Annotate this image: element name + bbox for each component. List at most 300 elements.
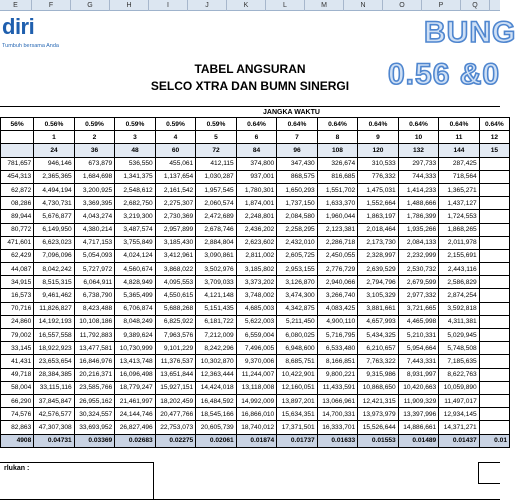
installment-cell[interactable]: 1,786,399 bbox=[398, 210, 439, 223]
installment-cell[interactable]: 11,497,017 bbox=[439, 394, 480, 407]
installment-cell[interactable]: 3,709,033 bbox=[196, 276, 237, 289]
installment-cell[interactable]: 7,185,635 bbox=[439, 355, 480, 368]
installment-cell[interactable]: 1,737,150 bbox=[277, 197, 318, 210]
installment-cell[interactable]: 70,716 bbox=[1, 302, 34, 315]
installment-cell[interactable]: 6,706,874 bbox=[115, 302, 156, 315]
installment-cell[interactable]: 82,863 bbox=[1, 421, 34, 434]
installment-cell[interactable]: 2,173,730 bbox=[358, 236, 399, 249]
installment-cell[interactable]: 24,144,746 bbox=[115, 408, 156, 421]
installment-cell[interactable]: 2,436,202 bbox=[236, 223, 277, 236]
installment-cell[interactable]: 13,118,008 bbox=[236, 381, 277, 394]
installment-cell[interactable]: 3,185,802 bbox=[236, 263, 277, 276]
installment-cell[interactable]: 9,389,624 bbox=[115, 329, 156, 342]
installment-cell[interactable]: 12,934,145 bbox=[439, 408, 480, 421]
installment-cell-clipped[interactable] bbox=[479, 223, 509, 236]
rate-cell[interactable]: 0.59% bbox=[74, 118, 115, 131]
months-cell[interactable]: 72 bbox=[196, 144, 237, 157]
installment-cell[interactable]: 4,550,615 bbox=[155, 289, 196, 302]
installment-cell[interactable]: 776,332 bbox=[358, 170, 399, 183]
installment-cell[interactable]: 2,548,612 bbox=[115, 183, 156, 196]
installment-cell[interactable]: 1,684,698 bbox=[74, 170, 115, 183]
installment-cell[interactable]: 62,429 bbox=[1, 249, 34, 262]
installment-cell[interactable]: 9,800,221 bbox=[317, 368, 358, 381]
installment-cell[interactable]: 4,311,381 bbox=[439, 315, 480, 328]
installment-cell[interactable]: 11,244,007 bbox=[236, 368, 277, 381]
installment-cell[interactable]: 1,935,266 bbox=[398, 223, 439, 236]
installment-cell[interactable]: 23,653,654 bbox=[34, 355, 75, 368]
column-header-g[interactable]: G bbox=[71, 0, 110, 11]
column-header-h[interactable]: H bbox=[110, 0, 149, 11]
installment-cell[interactable]: 536,550 bbox=[115, 157, 156, 170]
month-index-cell[interactable]: 11 bbox=[439, 131, 480, 144]
installment-cell[interactable]: 937,001 bbox=[236, 170, 277, 183]
installment-cell[interactable]: 2,623,602 bbox=[236, 236, 277, 249]
rate-cell[interactable]: 0.59% bbox=[196, 118, 237, 131]
installment-cell[interactable]: 18,545,166 bbox=[196, 408, 237, 421]
installment-cell[interactable]: 12,421,315 bbox=[358, 394, 399, 407]
installment-cell[interactable]: 5,954,664 bbox=[398, 342, 439, 355]
installment-cell[interactable]: 2,232,999 bbox=[398, 249, 439, 262]
month-index-cell[interactable]: 4 bbox=[155, 131, 196, 144]
installment-cell[interactable]: 2,123,381 bbox=[317, 223, 358, 236]
installment-cell[interactable]: 1,724,553 bbox=[439, 210, 480, 223]
installment-cell-clipped[interactable] bbox=[479, 408, 509, 421]
installment-cell[interactable]: 1,030,287 bbox=[196, 170, 237, 183]
factor-cell[interactable]: 0.01874 bbox=[236, 434, 277, 447]
installment-cell[interactable]: 5,054,093 bbox=[74, 249, 115, 262]
installment-cell[interactable]: 4,043,274 bbox=[74, 210, 115, 223]
installment-cell[interactable]: 10,730,999 bbox=[115, 342, 156, 355]
rate-cell[interactable]: 0.64% bbox=[358, 118, 399, 131]
column-header-f[interactable]: F bbox=[32, 0, 71, 11]
installment-cell[interactable]: 2,248,801 bbox=[236, 210, 277, 223]
installment-cell[interactable]: 16,866,010 bbox=[236, 408, 277, 421]
installment-cell[interactable]: 6,738,790 bbox=[74, 289, 115, 302]
installment-cell-clipped[interactable] bbox=[479, 197, 509, 210]
installment-cell[interactable]: 7,096,096 bbox=[34, 249, 75, 262]
installment-cell[interactable]: 33,693,952 bbox=[74, 421, 115, 434]
installment-cell[interactable]: 13,897,201 bbox=[277, 394, 318, 407]
installment-cell[interactable]: 2,679,599 bbox=[398, 276, 439, 289]
installment-cell[interactable]: 1,552,664 bbox=[358, 197, 399, 210]
installment-cell[interactable]: 8,515,315 bbox=[34, 276, 75, 289]
installment-cell[interactable]: 3,755,849 bbox=[115, 236, 156, 249]
installment-cell[interactable]: 10,420,663 bbox=[398, 381, 439, 394]
month-index-cell[interactable]: 12 bbox=[479, 131, 509, 144]
installment-cell[interactable]: 80,772 bbox=[1, 223, 34, 236]
installment-cell[interactable]: 2,286,718 bbox=[317, 236, 358, 249]
installment-cell-clipped[interactable] bbox=[479, 381, 509, 394]
installment-cell[interactable]: 4,730,731 bbox=[34, 197, 75, 210]
installment-cell[interactable]: 2,682,750 bbox=[115, 197, 156, 210]
installment-cell[interactable]: 11,792,883 bbox=[74, 329, 115, 342]
installment-cell[interactable]: 1,633,370 bbox=[317, 197, 358, 210]
installment-cell[interactable]: 4,095,553 bbox=[155, 276, 196, 289]
installment-cell[interactable]: 2,450,055 bbox=[317, 249, 358, 262]
installment-cell-clipped[interactable] bbox=[479, 183, 509, 196]
month-index-cell[interactable]: 2 bbox=[74, 131, 115, 144]
installment-cell[interactable]: 2,432,010 bbox=[277, 236, 318, 249]
column-header-k[interactable]: K bbox=[227, 0, 266, 11]
installment-cell[interactable]: 2,443,116 bbox=[439, 263, 480, 276]
installment-cell[interactable]: 3,126,870 bbox=[277, 276, 318, 289]
installment-cell[interactable]: 18,740,012 bbox=[236, 421, 277, 434]
installment-cell[interactable]: 2,678,746 bbox=[196, 223, 237, 236]
installment-cell[interactable]: 781,657 bbox=[1, 157, 34, 170]
installment-cell[interactable]: 6,559,004 bbox=[236, 329, 277, 342]
installment-cell[interactable]: 7,496,005 bbox=[236, 342, 277, 355]
installment-cell[interactable]: 2,258,295 bbox=[277, 223, 318, 236]
months-cell[interactable]: 144 bbox=[439, 144, 480, 157]
factor-cell[interactable]: 0.01437 bbox=[439, 434, 480, 447]
months-cell[interactable]: 60 bbox=[155, 144, 196, 157]
installment-cell-clipped[interactable] bbox=[479, 368, 509, 381]
installment-cell[interactable]: 2,605,725 bbox=[277, 249, 318, 262]
installment-cell[interactable]: 5,029,945 bbox=[439, 329, 480, 342]
column-header-n[interactable]: N bbox=[344, 0, 383, 11]
installment-cell[interactable]: 3,185,430 bbox=[155, 236, 196, 249]
installment-cell[interactable]: 5,211,450 bbox=[277, 315, 318, 328]
installment-cell-clipped[interactable] bbox=[479, 263, 509, 276]
installment-cell[interactable]: 1,365,271 bbox=[439, 183, 480, 196]
installment-cell[interactable]: 5,365,499 bbox=[115, 289, 156, 302]
installment-cell[interactable]: 3,412,961 bbox=[155, 249, 196, 262]
installment-cell[interactable]: 5,688,268 bbox=[155, 302, 196, 315]
months-cell[interactable]: 24 bbox=[34, 144, 75, 157]
installment-cell[interactable]: 7,443,331 bbox=[398, 355, 439, 368]
installment-cell[interactable]: 3,090,861 bbox=[196, 249, 237, 262]
installment-cell[interactable]: 2,730,369 bbox=[155, 210, 196, 223]
rate-cell[interactable]: 0.59% bbox=[155, 118, 196, 131]
installment-cell-clipped[interactable] bbox=[479, 355, 509, 368]
installment-cell[interactable]: 23,585,766 bbox=[74, 381, 115, 394]
factor-cell[interactable]: 0.01633 bbox=[317, 434, 358, 447]
installment-cell[interactable]: 4,465,998 bbox=[398, 315, 439, 328]
installment-cell[interactable]: 11,909,329 bbox=[398, 394, 439, 407]
installment-cell[interactable]: 3,487,574 bbox=[115, 223, 156, 236]
notes-box[interactable] bbox=[0, 462, 154, 500]
installment-cell-clipped[interactable] bbox=[479, 236, 509, 249]
installment-cell[interactable]: 2,155,691 bbox=[439, 249, 480, 262]
installment-cell-clipped[interactable] bbox=[479, 421, 509, 434]
month-index-cell[interactable]: 3 bbox=[115, 131, 156, 144]
installment-cell[interactable]: 89,944 bbox=[1, 210, 34, 223]
installment-cell[interactable]: 2,874,254 bbox=[439, 289, 480, 302]
installment-cell-clipped[interactable] bbox=[479, 170, 509, 183]
months-cell[interactable]: 48 bbox=[115, 144, 156, 157]
installment-cell[interactable]: 14,424,018 bbox=[196, 381, 237, 394]
installment-cell[interactable]: 673,879 bbox=[74, 157, 115, 170]
installment-cell[interactable]: 47,307,308 bbox=[34, 421, 75, 434]
installment-cell[interactable]: 2,084,133 bbox=[398, 236, 439, 249]
installment-cell[interactable]: 16,846,976 bbox=[74, 355, 115, 368]
installment-cell[interactable]: 6,149,950 bbox=[34, 223, 75, 236]
installment-cell[interactable]: 21,461,997 bbox=[115, 394, 156, 407]
installment-cell[interactable]: 3,721,665 bbox=[398, 302, 439, 315]
installment-cell[interactable]: 10,868,650 bbox=[358, 381, 399, 394]
installment-cell[interactable]: 2,365,365 bbox=[34, 170, 75, 183]
installment-cell[interactable]: 15,634,351 bbox=[277, 408, 318, 421]
month-index-cell[interactable]: 8 bbox=[317, 131, 358, 144]
factor-cell[interactable]: 0.04731 bbox=[34, 434, 75, 447]
installment-cell[interactable]: 2,472,689 bbox=[196, 210, 237, 223]
months-cell[interactable]: 108 bbox=[317, 144, 358, 157]
installment-cell-clipped[interactable] bbox=[479, 302, 509, 315]
months-cell[interactable]: 120 bbox=[358, 144, 399, 157]
installment-cell[interactable]: 14,371,271 bbox=[439, 421, 480, 434]
installment-cell[interactable]: 15,526,644 bbox=[358, 421, 399, 434]
installment-cell[interactable]: 412,115 bbox=[196, 157, 237, 170]
month-index-blank[interactable] bbox=[1, 131, 34, 144]
installment-cell[interactable]: 08,286 bbox=[1, 197, 34, 210]
column-header-i[interactable]: I bbox=[149, 0, 188, 11]
factor-cell[interactable]: 0.02275 bbox=[155, 434, 196, 447]
installment-cell[interactable]: 49,718 bbox=[1, 368, 34, 381]
rate-cell[interactable]: 0.64% bbox=[236, 118, 277, 131]
rate-cell[interactable]: 0.64% bbox=[479, 118, 509, 131]
installment-cell[interactable]: 79,002 bbox=[1, 329, 34, 342]
installment-cell[interactable]: 17,371,501 bbox=[277, 421, 318, 434]
installment-cell-clipped[interactable] bbox=[479, 342, 509, 355]
installment-cell[interactable]: 3,219,300 bbox=[115, 210, 156, 223]
installment-cell[interactable]: 1,551,702 bbox=[317, 183, 358, 196]
installment-cell[interactable]: 9,370,006 bbox=[236, 355, 277, 368]
installment-cell[interactable]: 18,779,247 bbox=[115, 381, 156, 394]
installment-cell-clipped[interactable] bbox=[479, 315, 509, 328]
installment-cell[interactable]: 13,413,748 bbox=[115, 355, 156, 368]
installment-cell[interactable]: 8,622,763 bbox=[439, 368, 480, 381]
installment-cell[interactable]: 3,748,002 bbox=[236, 289, 277, 302]
installment-cell[interactable]: 18,922,923 bbox=[34, 342, 75, 355]
installment-cell[interactable]: 4,494,194 bbox=[34, 183, 75, 196]
installment-cell[interactable]: 3,200,925 bbox=[74, 183, 115, 196]
installment-cell[interactable]: 28,384,385 bbox=[34, 368, 75, 381]
installment-cell[interactable]: 11,376,537 bbox=[155, 355, 196, 368]
factor-cell[interactable]: 0.03369 bbox=[74, 434, 115, 447]
installment-cell[interactable]: 2,884,804 bbox=[196, 236, 237, 249]
installment-cell[interactable]: 20,216,371 bbox=[74, 368, 115, 381]
installment-cell[interactable]: 3,592,818 bbox=[439, 302, 480, 315]
installment-cell[interactable]: 13,066,961 bbox=[317, 394, 358, 407]
factor-cell[interactable]: 0.02683 bbox=[115, 434, 156, 447]
column-header-l[interactable]: L bbox=[266, 0, 305, 11]
installment-cell[interactable]: 4,828,949 bbox=[115, 276, 156, 289]
month-index-cell[interactable]: 10 bbox=[398, 131, 439, 144]
rate-cell[interactable]: 0.64% bbox=[439, 118, 480, 131]
installment-cell-clipped[interactable] bbox=[479, 329, 509, 342]
installment-cell[interactable]: 2,811,002 bbox=[236, 249, 277, 262]
installment-cell[interactable]: 8,685,751 bbox=[277, 355, 318, 368]
installment-cell[interactable]: 13,973,979 bbox=[358, 408, 399, 421]
factor-cell[interactable]: 0.01737 bbox=[277, 434, 318, 447]
factor-cell[interactable]: 4908 bbox=[1, 434, 34, 447]
factor-cell[interactable]: 0.02061 bbox=[196, 434, 237, 447]
installment-cell[interactable]: 1,475,031 bbox=[358, 183, 399, 196]
installment-cell[interactable]: 2,275,307 bbox=[155, 197, 196, 210]
installment-cell[interactable]: 5,716,795 bbox=[317, 329, 358, 342]
installment-cell[interactable]: 7,963,576 bbox=[155, 329, 196, 342]
installment-cell[interactable]: 7,763,322 bbox=[358, 355, 399, 368]
installment-cell[interactable]: 3,474,300 bbox=[277, 289, 318, 302]
installment-cell[interactable]: 3,373,202 bbox=[236, 276, 277, 289]
installment-cell[interactable]: 8,166,851 bbox=[317, 355, 358, 368]
installment-cell[interactable]: 15,927,151 bbox=[155, 381, 196, 394]
installment-cell[interactable]: 14,700,331 bbox=[317, 408, 358, 421]
installment-cell[interactable]: 2,977,332 bbox=[398, 289, 439, 302]
installment-cell[interactable]: 6,623,023 bbox=[34, 236, 75, 249]
column-header-o[interactable]: O bbox=[383, 0, 422, 11]
installment-cell[interactable]: 1,863,197 bbox=[358, 210, 399, 223]
installment-cell[interactable]: 287,425 bbox=[439, 157, 480, 170]
installment-cell[interactable]: 718,564 bbox=[439, 170, 480, 183]
month-index-cell[interactable]: 9 bbox=[358, 131, 399, 144]
installment-cell[interactable]: 374,800 bbox=[236, 157, 277, 170]
installment-cell[interactable]: 13,477,581 bbox=[74, 342, 115, 355]
column-header-q[interactable]: Q bbox=[461, 0, 490, 11]
column-header-e[interactable]: E bbox=[0, 0, 32, 11]
installment-cell[interactable]: 868,575 bbox=[277, 170, 318, 183]
installment-cell[interactable]: 37,845,847 bbox=[34, 394, 75, 407]
installment-cell[interactable]: 2,328,997 bbox=[358, 249, 399, 262]
installment-cell[interactable]: 5,748,508 bbox=[439, 342, 480, 355]
installment-cell[interactable]: 2,957,899 bbox=[155, 223, 196, 236]
installment-cell[interactable]: 5,210,331 bbox=[398, 329, 439, 342]
month-index-cell[interactable]: 6 bbox=[236, 131, 277, 144]
installment-cell[interactable]: 1,437,127 bbox=[439, 197, 480, 210]
installment-cell[interactable]: 18,202,459 bbox=[155, 394, 196, 407]
installment-cell[interactable]: 4,560,674 bbox=[115, 263, 156, 276]
installment-cell[interactable]: 10,108,186 bbox=[74, 315, 115, 328]
installment-cell-clipped[interactable] bbox=[479, 157, 509, 170]
installment-cell[interactable]: 2,776,729 bbox=[317, 263, 358, 276]
installment-cell[interactable]: 14,886,661 bbox=[398, 421, 439, 434]
installment-cell[interactable]: 16,333,701 bbox=[317, 421, 358, 434]
installment-cell[interactable]: 455,061 bbox=[155, 157, 196, 170]
installment-cell[interactable]: 16,573 bbox=[1, 289, 34, 302]
factor-cell[interactable]: 0.01553 bbox=[358, 434, 399, 447]
rate-cell[interactable]: 0.56% bbox=[34, 118, 75, 131]
installment-cell[interactable]: 2,011,978 bbox=[439, 236, 480, 249]
installment-cell[interactable]: 11,826,827 bbox=[34, 302, 75, 315]
installment-cell[interactable]: 1,868,265 bbox=[439, 223, 480, 236]
installment-cell[interactable]: 4,121,148 bbox=[196, 289, 237, 302]
installment-cell[interactable]: 3,266,740 bbox=[317, 289, 358, 302]
month-index-cell[interactable]: 7 bbox=[277, 131, 318, 144]
installment-cell[interactable]: 6,181,722 bbox=[196, 315, 237, 328]
installment-cell[interactable]: 9,461,462 bbox=[34, 289, 75, 302]
month-index-cell[interactable]: 5 bbox=[196, 131, 237, 144]
installment-cell[interactable]: 310,533 bbox=[358, 157, 399, 170]
installment-cell[interactable]: 816,685 bbox=[317, 170, 358, 183]
installment-cell[interactable]: 2,586,829 bbox=[439, 276, 480, 289]
column-header-p[interactable]: P bbox=[422, 0, 461, 11]
installment-cell[interactable]: 16,484,592 bbox=[196, 394, 237, 407]
installment-cell[interactable]: 16,557,558 bbox=[34, 329, 75, 342]
months-cell[interactable]: 132 bbox=[398, 144, 439, 157]
installment-cell[interactable]: 22,753,073 bbox=[155, 421, 196, 434]
installment-cell[interactable]: 44,087 bbox=[1, 263, 34, 276]
installment-cell[interactable]: 2,953,155 bbox=[277, 263, 318, 276]
installment-cell[interactable]: 26,827,496 bbox=[115, 421, 156, 434]
installment-cell[interactable]: 20,477,766 bbox=[155, 408, 196, 421]
installment-cell[interactable]: 2,794,796 bbox=[358, 276, 399, 289]
installment-cell-clipped[interactable] bbox=[479, 210, 509, 223]
installment-cell[interactable]: 6,064,911 bbox=[74, 276, 115, 289]
rate-cell[interactable]: 0.59% bbox=[115, 118, 156, 131]
installment-cell[interactable]: 347,430 bbox=[277, 157, 318, 170]
installment-cell[interactable]: 297,733 bbox=[398, 157, 439, 170]
installment-cell[interactable]: 471,601 bbox=[1, 236, 34, 249]
rate-cell[interactable]: 0.64% bbox=[277, 118, 318, 131]
installment-cell[interactable]: 1,957,545 bbox=[196, 183, 237, 196]
installment-cell[interactable]: 8,242,296 bbox=[196, 342, 237, 355]
installment-cell[interactable]: 2,940,066 bbox=[317, 276, 358, 289]
installment-cell[interactable]: 3,881,661 bbox=[358, 302, 399, 315]
installment-cell[interactable]: 33,115,116 bbox=[34, 381, 75, 394]
rate-cell[interactable]: 0.64% bbox=[398, 118, 439, 131]
installment-cell[interactable]: 5,676,877 bbox=[34, 210, 75, 223]
installment-cell[interactable]: 41,431 bbox=[1, 355, 34, 368]
installment-cell[interactable]: 14,192,193 bbox=[34, 315, 75, 328]
installment-cell[interactable]: 1,414,233 bbox=[398, 183, 439, 196]
installment-cell[interactable]: 4,380,214 bbox=[74, 223, 115, 236]
installment-cell[interactable]: 13,397,996 bbox=[398, 408, 439, 421]
installment-cell-clipped[interactable] bbox=[479, 289, 509, 302]
installment-cell[interactable]: 1,488,666 bbox=[398, 197, 439, 210]
installment-cell[interactable]: 58,004 bbox=[1, 381, 34, 394]
month-index-cell[interactable]: 1 bbox=[34, 131, 75, 144]
rate-cell[interactable]: 0.64% bbox=[317, 118, 358, 131]
installment-cell[interactable]: 5,151,435 bbox=[196, 302, 237, 315]
installment-cell[interactable]: 3,868,022 bbox=[155, 263, 196, 276]
installment-cell[interactable]: 1,780,301 bbox=[236, 183, 277, 196]
installment-cell[interactable]: 9,315,986 bbox=[358, 368, 399, 381]
installment-cell[interactable]: 4,083,425 bbox=[317, 302, 358, 315]
installment-cell[interactable]: 4,657,993 bbox=[358, 315, 399, 328]
installment-cell[interactable]: 24,860 bbox=[1, 315, 34, 328]
installment-cell[interactable]: 42,576,577 bbox=[34, 408, 75, 421]
installment-cell-clipped[interactable] bbox=[479, 394, 509, 407]
installment-cell[interactable]: 62,872 bbox=[1, 183, 34, 196]
installment-cell[interactable]: 5,434,325 bbox=[358, 329, 399, 342]
installment-cell[interactable]: 946,146 bbox=[34, 157, 75, 170]
installment-cell[interactable]: 4,717,153 bbox=[74, 236, 115, 249]
installment-cell[interactable]: 6,825,922 bbox=[155, 315, 196, 328]
installment-cell[interactable]: 11,433,591 bbox=[317, 381, 358, 394]
installment-cell[interactable]: 9,101,229 bbox=[155, 342, 196, 355]
installment-cell[interactable]: 3,502,976 bbox=[196, 263, 237, 276]
installment-cell[interactable]: 3,369,395 bbox=[74, 197, 115, 210]
installment-cell[interactable]: 26,955,162 bbox=[74, 394, 115, 407]
installment-cell[interactable]: 2,530,732 bbox=[398, 263, 439, 276]
installment-cell[interactable]: 744,333 bbox=[398, 170, 439, 183]
installment-cell-clipped[interactable] bbox=[479, 276, 509, 289]
installment-cell[interactable]: 8,048,249 bbox=[115, 315, 156, 328]
installment-cell[interactable]: 8,423,488 bbox=[74, 302, 115, 315]
installment-cell[interactable]: 74,576 bbox=[1, 408, 34, 421]
installment-cell[interactable]: 10,302,870 bbox=[196, 355, 237, 368]
factor-cell[interactable]: 0.01489 bbox=[398, 434, 439, 447]
installment-cell[interactable]: 6,533,480 bbox=[317, 342, 358, 355]
installment-cell[interactable]: 14,992,009 bbox=[236, 394, 277, 407]
installment-cell[interactable]: 66,290 bbox=[1, 394, 34, 407]
installment-cell[interactable]: 5,727,972 bbox=[74, 263, 115, 276]
installment-cell[interactable]: 16,096,498 bbox=[115, 368, 156, 381]
months-cell[interactable]: 84 bbox=[236, 144, 277, 157]
installment-cell[interactable]: 7,212,009 bbox=[196, 329, 237, 342]
installment-cell[interactable]: 2,161,542 bbox=[155, 183, 196, 196]
installment-cell[interactable]: 6,080,025 bbox=[277, 329, 318, 342]
